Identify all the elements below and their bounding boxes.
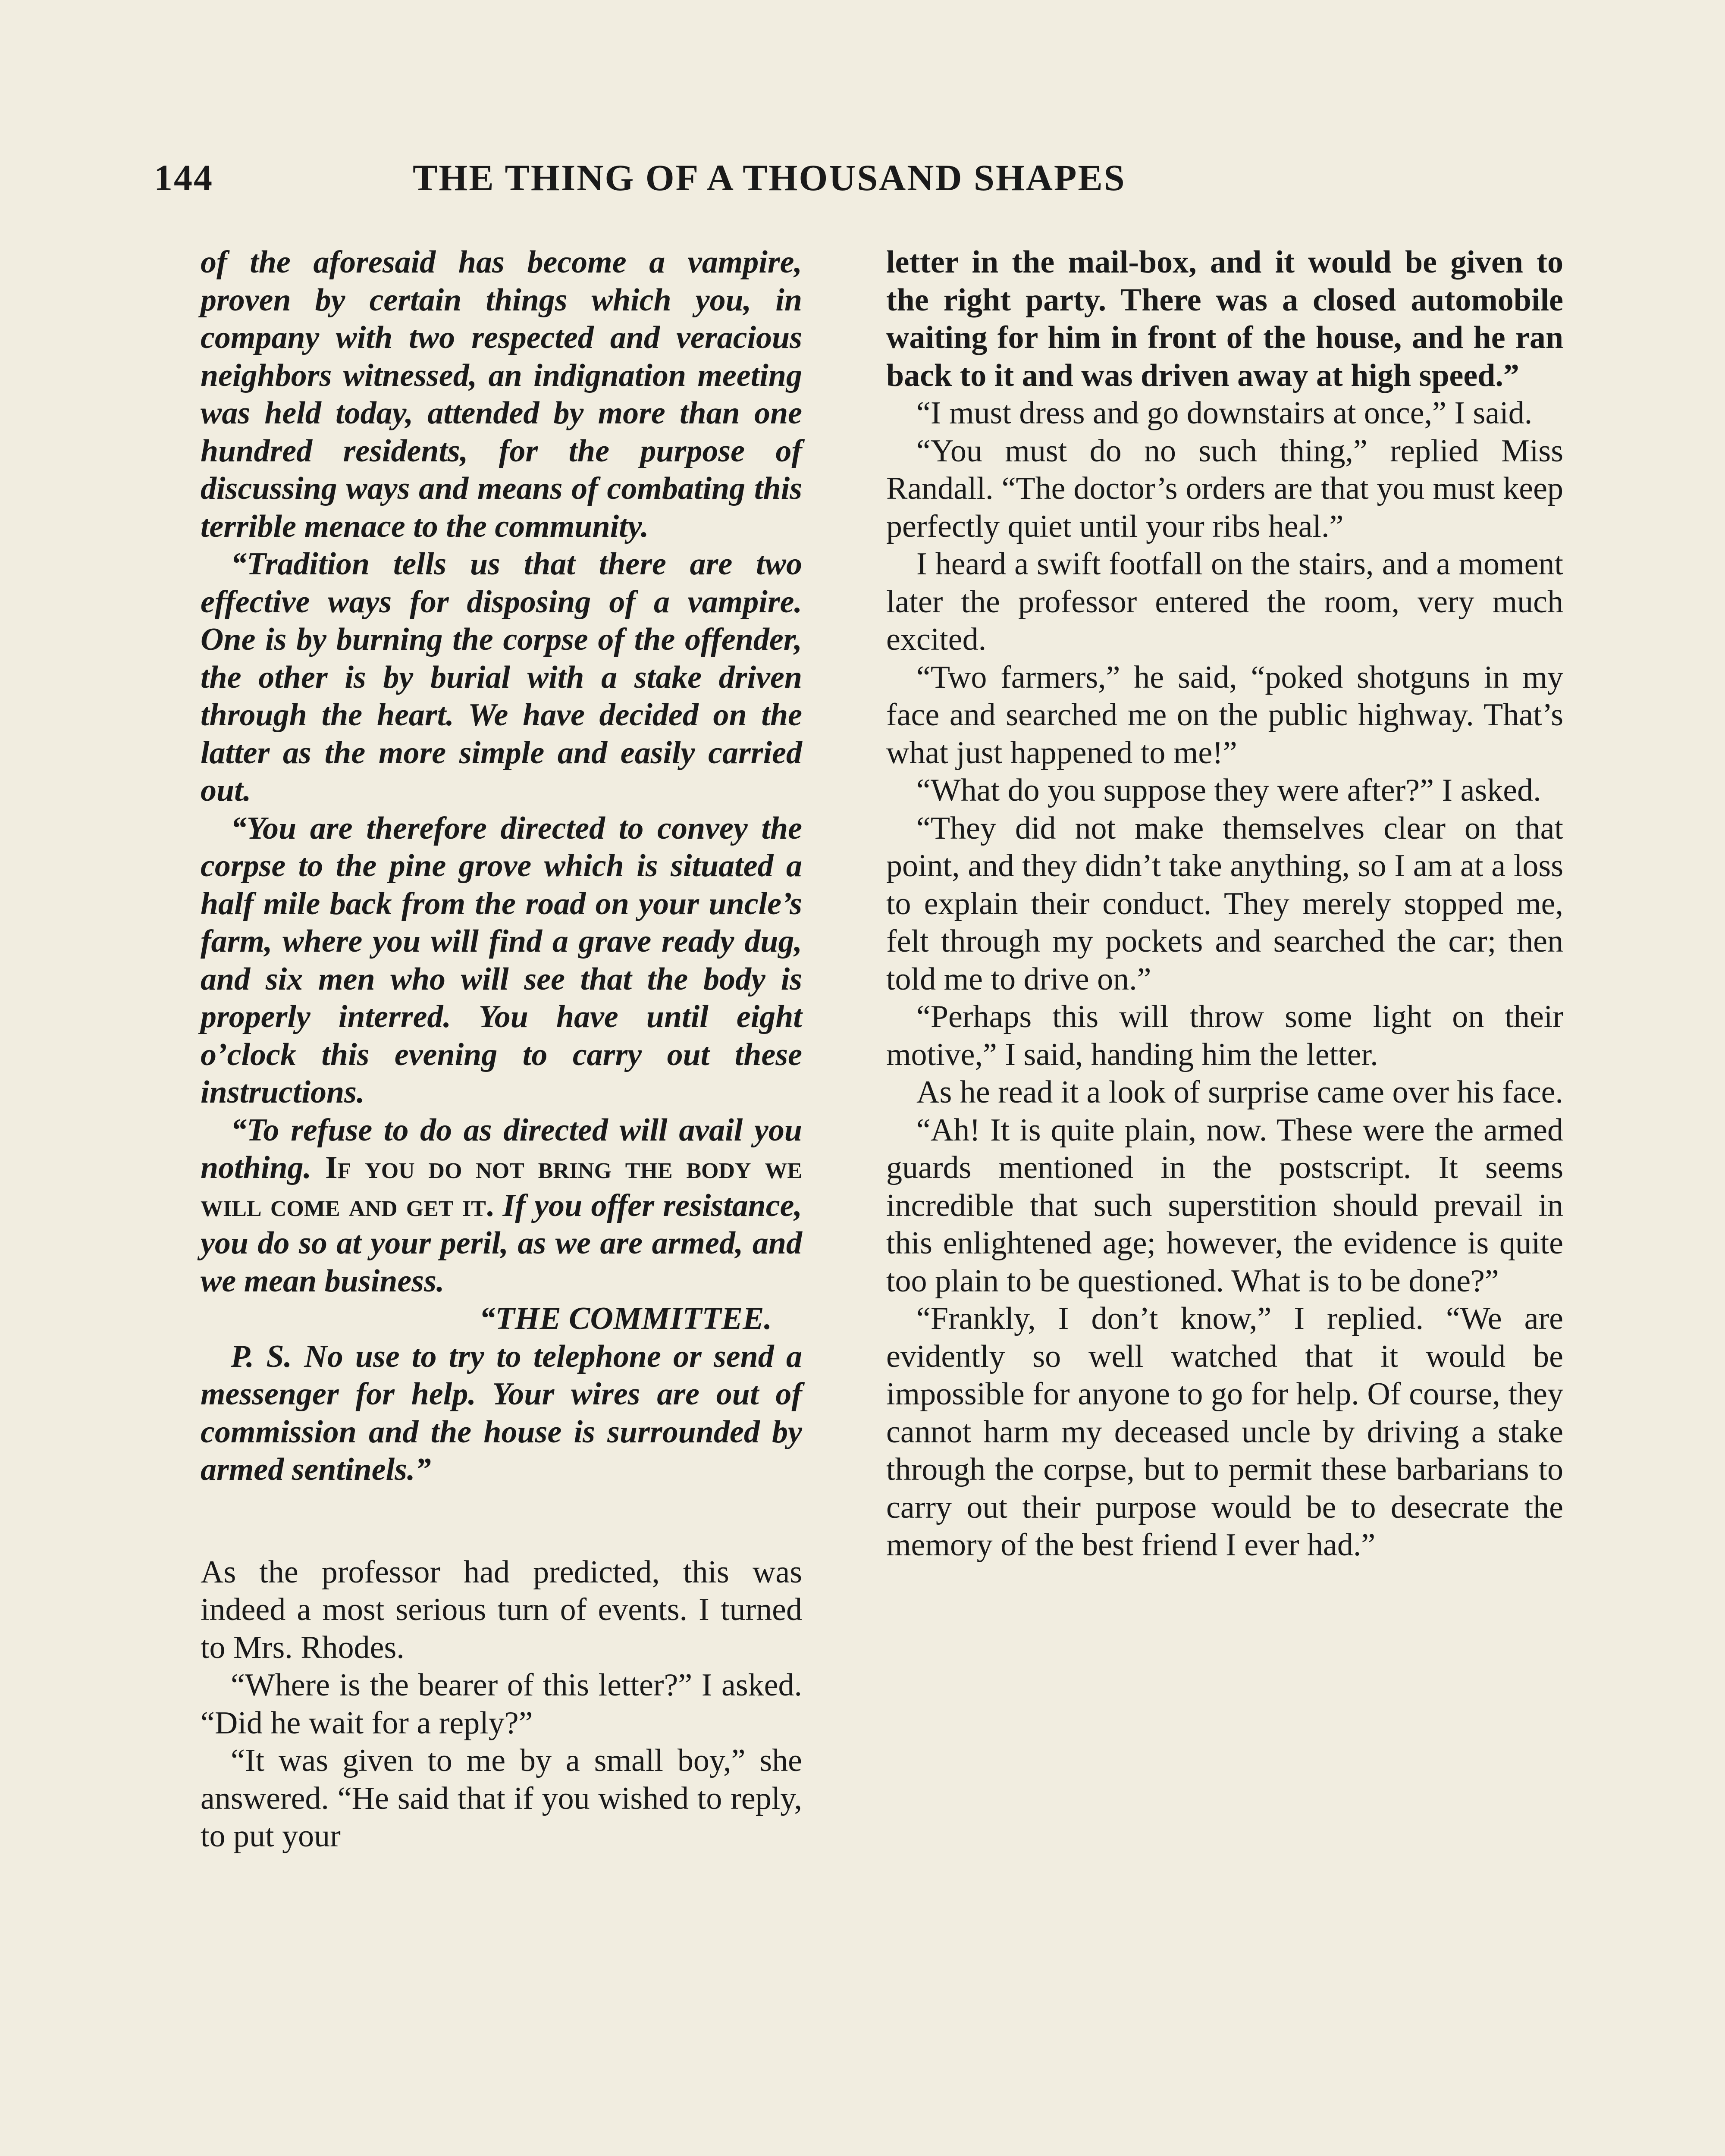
right-column bbox=[886, 244, 1563, 1564]
letter-warning-start: “To refuse to do as directed will avail you nothing. bbox=[201, 1112, 802, 1185]
narrative-paragraph: “You must do no such thing,” replied Miss Randall. “The doctor’s orders are that you must keep perfectly quiet until your ribs heal.” bbox=[886, 433, 1563, 544]
letter-paragraph: “Tradition tells us that there are two effective ways for disposing of a vampire. One is by burning the corpse of the offender, the other is by burial with a stake driven through the heart. We have decided on the latter as the more simple and easily carried out. bbox=[201, 546, 802, 808]
letter-paragraph: of the aforesaid has become a vampire, proven by certain things which you, in company with two respected and veracious neighbors witnessed, an indignation meeting was held today, attended by more than one hundred residents, for the purpose of discussing ways and means of combating this terrible menace to the community. bbox=[201, 244, 802, 544]
letter-warning-caps: If you do not bring the body we will come and get it. bbox=[201, 1150, 803, 1223]
narrative-paragraph: “Perhaps this will throw some light on their motive,” I said, handing him the letter. bbox=[886, 999, 1563, 1072]
narrative-paragraph: letter in the mail-box, and it would be given to the right party. There was a closed automobile waiting for him in front of the house, and he ran back to it and was driven away at high speed.” bbox=[886, 244, 1563, 393]
narrative-paragraph: “What do you suppose they were after?” I asked. bbox=[916, 773, 1541, 808]
narrative-paragraph: “I must dress and go downstairs at once,” I said. bbox=[916, 395, 1533, 431]
narrative-paragraph: “Frankly, I don’t know,” I replied. “We are evidently so well watched that it would be impossible for anyone to go for help. Of course, they cannot harm my deceased uncle by driving a stake through the corpse, but to permit these barbarians to carry out their purpose would be to desecrate the memory of the best friend I ever had.” bbox=[886, 1301, 1563, 1563]
narrative-paragraph: “Two farmers,” he said, “poked shotguns in my face and searched me on the public highway. That’s what just happened to me!” bbox=[886, 659, 1563, 771]
letter-paragraph: “You are therefore directed to convey the corpse to the pine grove which is situated a half mile back from the road on your uncle’s farm, where you will find a grave ready dug, and six men who will see that the body is properly interred. You have until eight o’clock this evening to carry out these instructions. bbox=[201, 810, 802, 1110]
page-number: 144 bbox=[154, 157, 213, 198]
narrative-paragraph: “It was given to me by a small boy,” she answered. “He said that if you wished to reply, to put your bbox=[201, 1743, 802, 1854]
narrative-paragraph: “Ah! It is quite plain, now. These were the armed guards mentioned in the postscript. It seems incredible that such superstition should prevail in this enlightened age; however, the evidence is quite too plain to be questioned. What is to be done?” bbox=[886, 1112, 1563, 1299]
narrative-paragraph: As he read it a look of surprise came over his face. bbox=[916, 1075, 1563, 1110]
narrative-paragraph: “Where is the bearer of this letter?” I asked. “Did he wait for a reply?” bbox=[201, 1667, 802, 1741]
narrative-paragraph: I heard a swift footfall on the stairs, and a moment later the professor entered the room, very much excited. bbox=[886, 546, 1563, 657]
running-title: THE THING OF A THOUSAND SHAPES bbox=[413, 157, 1126, 198]
letter-paragraph bbox=[201, 1112, 802, 1300]
committee-letter bbox=[201, 244, 802, 1489]
letter-signature: “THE COMMITTEE. bbox=[479, 1301, 772, 1336]
left-column bbox=[201, 244, 802, 1855]
letter-postscript bbox=[201, 1338, 802, 1489]
postscript-text: No use to try to telephone or send a messenger for help. Your wires are out of commission and the house is surrounded by armed sentinels.” bbox=[201, 1338, 803, 1487]
letter-warning-end: If you offer resistance, you do so at your peril, as we are armed, and we mean business. bbox=[201, 1188, 802, 1299]
narrative-paragraph: As the professor had predicted, this was indeed a most serious turn of events. I turned to Mrs. Rhodes. bbox=[201, 1554, 802, 1665]
narrative-paragraph: “They did not make themselves clear on that point, and they didn’t take anything, so I am at a loss to explain their conduct. They merely stopped me, felt through my pockets and searched the car; then told me to drive on.” bbox=[886, 810, 1563, 997]
postscript-label: P. S. bbox=[231, 1338, 292, 1374]
left-narrative bbox=[201, 1554, 802, 1855]
page-header bbox=[154, 156, 1474, 204]
